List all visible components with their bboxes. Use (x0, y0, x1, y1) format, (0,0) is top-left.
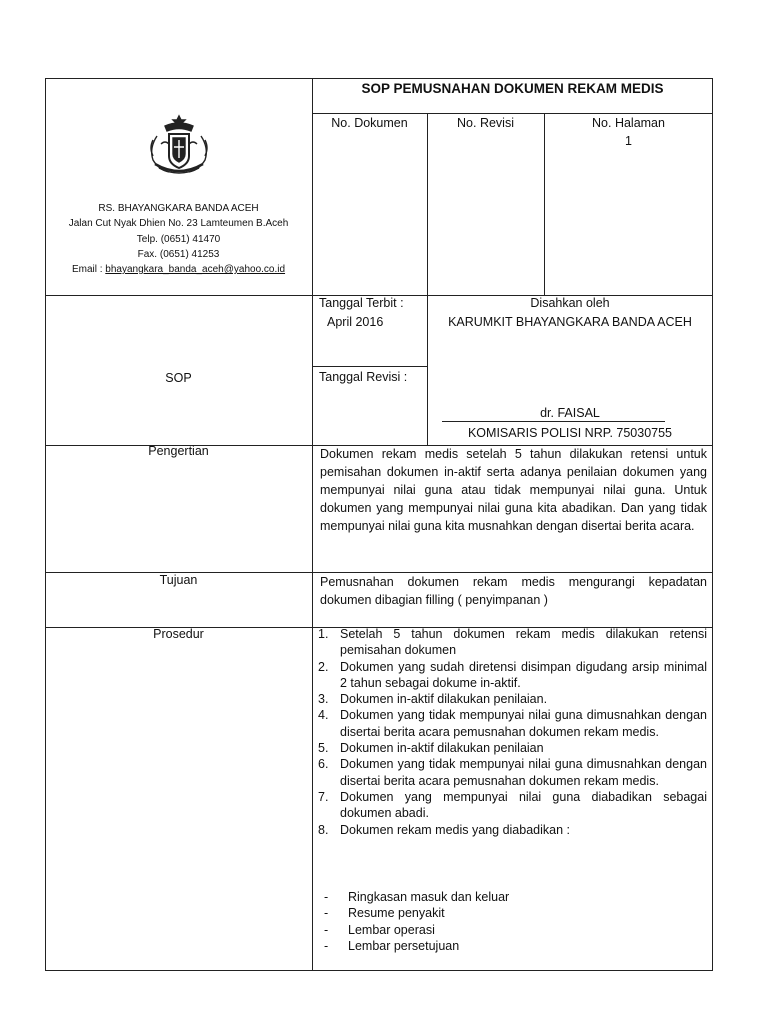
prosedur-label: Prosedur (153, 627, 204, 641)
list-item: 4. Dokumen yang tidak mempunyai nilai guna dimusnahkan dengan disertai berita acara pemusnahan dokumen rekam medis. (318, 708, 707, 739)
column-divider (427, 113, 428, 295)
list-item: - Resume penyakit (324, 906, 445, 921)
pengertian-text: Dokumen rekam medis setelah 5 tahun dilakukan retensi untuk pemisahan dokumen in-aktif serta adanya penilaian dokumen yang mempunyai nilai guna atau tidak mempunyai nilai guna. Untuk dokumen yang mempunyai nilai guna kita abadikan. Dan yang tidak mempunyai nilai guna kita musnahkan dengan disertai berita acara. (320, 447, 707, 533)
tanggal-revisi-label: Tanggal Revisi : (319, 370, 408, 384)
document-title: SOP PEMUSNAHAN DOKUMEN REKAM MEDIS (361, 81, 664, 96)
row-divider (312, 366, 427, 367)
disahkan-label: Disahkan oleh (530, 296, 610, 310)
signer-name: dr. FAISAL (540, 406, 600, 420)
no-halaman-value: 1 (625, 134, 632, 148)
list-item: 8. Dokumen rekam medis yang diabadikan : (318, 822, 570, 837)
prosedur-sub-items (324, 889, 509, 954)
sop-document (45, 78, 713, 971)
sop-label: SOP (165, 371, 192, 385)
hospital-address: Jalan Cut Nyak Dhien No. 23 Lamteumen B.Aceh (68, 218, 289, 229)
prosedur-steps (315, 626, 707, 838)
list-item: - Ringkasan masuk dan keluar (324, 890, 510, 904)
hospital-fax: Fax. (0651) 41253 (137, 249, 220, 260)
column-divider (312, 78, 313, 971)
list-item: 1. Setelah 5 tahun dokumen rekam medis dilakukan retensi pemisahan dokumen (318, 627, 707, 658)
list-item: 6. Dokumen yang tidak mempunyai nilai guna dimusnahkan dengan disertai berita acara pemusnahan dokumen rekam medis. (318, 757, 707, 788)
list-item: 7. Dokumen yang mempunyai nilai guna diabadikan sebagai dokumen abadi. (318, 789, 707, 821)
list-item: - Lembar persetujuan (324, 938, 460, 953)
no-dokumen-label: No. Dokumen (331, 116, 408, 130)
disahkan-jabatan: KARUMKIT BHAYANGKARA BANDA ACEH (448, 315, 692, 329)
signature-line (442, 421, 665, 422)
hospital-email-line (45, 262, 312, 277)
no-revisi-label: No. Revisi (457, 116, 514, 130)
hospital-telp: Telp. (0651) 41470 (136, 234, 221, 245)
police-emblem-icon (143, 114, 215, 178)
list-item: 3. Dokumen in-aktif dilakukan penilaian. (318, 692, 548, 707)
tanggal-terbit-label: Tanggal Terbit : (319, 296, 404, 310)
list-item: 2. Dokumen yang sudah diretensi disimpan digudang arsip minimal 2 tahun sebagai dokume in-aktif. (318, 659, 707, 690)
tanggal-terbit-value: April 2016 (327, 315, 384, 329)
no-halaman-label: No. Halaman (592, 116, 665, 130)
hospital-name: RS. BHAYANGKARA BANDA ACEH (98, 203, 259, 214)
list-item: 5. Dokumen in-aktif dilakukan penilaian (318, 741, 544, 756)
email-label: Email : (71, 264, 106, 275)
tujuan-text: Pemusnahan dokumen rekam medis mengurangi kepadatan dokumen dibagian filling ( penyimpanan ) (320, 575, 707, 607)
signer-rank: KOMISARIS POLISI NRP. 75030755 (467, 426, 673, 440)
tujuan-label: Tujuan (159, 573, 198, 587)
email-link[interactable]: bhayangkara_banda_aceh@yahoo.co.id (105, 264, 286, 275)
row-divider (312, 113, 713, 114)
list-item: - Lembar operasi (324, 922, 435, 937)
pengertian-label: Pengertian (148, 444, 209, 458)
